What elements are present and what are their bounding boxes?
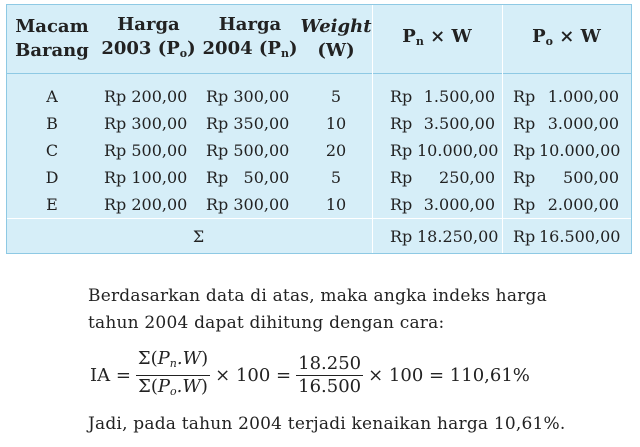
cell-item: C (45, 141, 59, 160)
cell-price-2003: Rp 200,00 (104, 195, 188, 214)
cell-price-2004: Rp 350,00 (206, 114, 290, 133)
cell-pn-currency: Rp (390, 114, 413, 133)
cell-price-2004: Rp 50,00 (206, 168, 290, 187)
cell-price-2003: Rp 300,00 (104, 114, 188, 133)
header-line: (W) (317, 40, 355, 61)
sum-pn-currency: Rp (390, 227, 413, 246)
cell-item: A (46, 87, 58, 106)
cell-pn-currency: Rp (390, 195, 413, 214)
cell-pn-currency: Rp (390, 87, 413, 106)
formula-lhs: IA = (90, 364, 131, 386)
explanation-line-1: Berdasarkan data di atas, maka angka indeks harga (88, 286, 547, 306)
table-row (7, 191, 631, 218)
sum-po-currency: Rp (513, 227, 536, 246)
cell-item: E (46, 195, 58, 214)
header-pn-w (372, 9, 502, 69)
cell-weight: 10 (325, 195, 347, 214)
formula-fraction-1 (136, 348, 210, 403)
header-harga-2003 (97, 9, 200, 69)
cell-price-2004: Rp 300,00 (206, 87, 290, 106)
table-row (7, 164, 631, 191)
table-header (7, 5, 631, 74)
sum-pn-value: 18.250,00 (417, 227, 499, 246)
cell-pn-value: 250,00 (439, 168, 495, 187)
formula-numerator-2: 18.250 (298, 352, 362, 374)
cell-price-2004: Rp 300,00 (206, 195, 290, 214)
cell-pn-value: 3.000,00 (423, 195, 495, 214)
cell-pn-currency: Rp (390, 168, 413, 187)
cell-price-2003: Rp 100,00 (104, 168, 188, 187)
cell-po-value: 10.000,00 (539, 141, 621, 160)
header-line: Weight (300, 16, 372, 37)
header-line: Harga (218, 13, 282, 35)
header-line: 2003 $(P_o)$ (101, 37, 196, 60)
cell-pn-value: 1.500,00 (423, 87, 495, 106)
sum-po-value: 16.500,00 (539, 227, 621, 246)
cell-item: D (45, 168, 59, 187)
index-formula (88, 345, 532, 405)
header-line: $P_o \times W$ (532, 25, 601, 48)
table-row (7, 83, 631, 110)
cell-pn-value: 10.000,00 (417, 141, 499, 160)
header-macam-barang (7, 9, 97, 69)
header-po-w (502, 9, 631, 69)
header-line: $P_n \times W$ (402, 25, 472, 48)
cell-po-value: 3.000,00 (547, 114, 619, 133)
header-line: 2004 $(P_n)$ (202, 37, 298, 60)
cell-po-currency: Rp (513, 87, 536, 106)
cell-weight: 20 (325, 141, 347, 160)
cell-price-2004: Rp 500,00 (206, 141, 290, 160)
header-weight (300, 9, 372, 69)
cell-pn-currency: Rp (390, 141, 413, 160)
cell-po-currency: Rp (513, 114, 536, 133)
table-row (7, 137, 631, 164)
formula-numerator-1: $\Sigma(P_n.W)$ (137, 347, 209, 370)
price-index-table (6, 4, 632, 254)
cell-po-value: 500,00 (563, 168, 619, 187)
header-line: Barang (15, 40, 89, 61)
sum-row (7, 218, 631, 254)
cell-weight: 5 (330, 168, 342, 187)
header-harga-2004 (200, 9, 300, 69)
cell-po-value: 1.000,00 (547, 87, 619, 106)
table-row (7, 110, 631, 137)
cell-item: B (46, 114, 58, 133)
formula-times-1: × 100 = (215, 364, 292, 386)
formula-denominator-1: $\Sigma(P_o.W)$ (136, 375, 210, 403)
cell-weight: 5 (330, 87, 342, 106)
cell-price-2003: Rp 500,00 (104, 141, 188, 160)
cell-pn-value: 3.500,00 (423, 114, 495, 133)
explanation-line-2: tahun 2004 dapat dihitung dengan cara: (88, 313, 445, 333)
header-line: Harga (117, 13, 180, 35)
cell-po-currency: Rp (513, 168, 536, 187)
formula-denominator-2: 16.500 (298, 375, 362, 397)
formula-fraction-2 (296, 353, 363, 398)
cell-weight: 10 (325, 114, 347, 133)
sum-label: Σ (192, 227, 205, 246)
formula-result: × 100 = 110,61% (368, 364, 530, 386)
cell-po-currency: Rp (513, 195, 536, 214)
conclusion-text: Jadi, pada tahun 2004 terjadi kenaikan harga 10,61%. (88, 414, 566, 434)
cell-po-value: 2.000,00 (547, 195, 619, 214)
cell-price-2003: Rp 200,00 (104, 87, 188, 106)
cell-po-currency: Rp (513, 141, 536, 160)
header-line: Macam (15, 16, 89, 37)
